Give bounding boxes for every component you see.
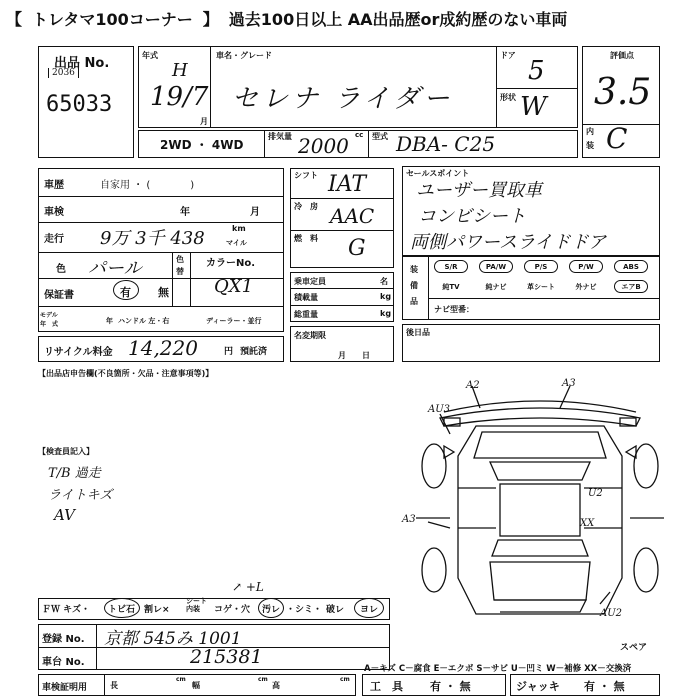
interior-label-2: 装 [586, 141, 594, 150]
equipment-side-3: 品 [410, 297, 418, 306]
lot-number-value: 65033 [46, 92, 113, 117]
navi-model-label: ナビ型番： [434, 305, 474, 314]
interior-label-1: 内 [586, 127, 594, 136]
retrofit-label: 後日品 [406, 328, 430, 337]
model-code-value: DBA- C25 [396, 132, 496, 156]
capacity-label: 乗車定員 [294, 277, 326, 286]
displacement-value: 2000 [298, 134, 349, 158]
retrofit-box [402, 324, 660, 362]
cert-height: 高 [272, 681, 280, 690]
name-change-unit: 月 日 [338, 351, 370, 360]
mileage-label: 走行 [44, 234, 64, 245]
damage-mark-xx-door: XX [580, 518, 595, 529]
equip-airbag: エアB [614, 280, 648, 293]
interior-item-burn: コゲ・穴 [214, 605, 251, 615]
interior-item-stain: ・シミ・ [286, 605, 323, 615]
damage-mark-u2-door: U2 [588, 488, 603, 499]
chassis-value: 215381 [190, 646, 263, 668]
mileage-unit-mile: マイル [226, 239, 247, 247]
lot-small-code: 2036 [48, 68, 79, 78]
damage-mark-a3-front: A3 [562, 378, 576, 389]
recycle-unit: 円 [224, 347, 234, 357]
spare-label: スペア [620, 643, 648, 653]
registration-label: 登録 No. [42, 634, 85, 645]
ac-value: AAC [330, 204, 375, 228]
inspection-month-unit: 月 [250, 207, 260, 218]
load-label: 積載量 [294, 293, 318, 302]
equip-ext-navi: 外ナビ [575, 282, 597, 291]
interior-item-crack: 割レ× [144, 605, 170, 615]
model-year-handle: ハンドル 左・右 [118, 317, 170, 325]
banner-bracket-open: 【 [6, 9, 23, 29]
doors-value: 5 [528, 56, 545, 86]
damage-legend: A－キズ C－腐食 E－エクボ S－サビ U－凹ミ W－補修 XX－交換済 [364, 664, 632, 674]
interior-item-chip: トビ石 [108, 605, 136, 615]
sales-point-1: ユーザー買取車 [416, 180, 542, 201]
year-label: 年式 [142, 51, 158, 60]
chip-circle [104, 598, 140, 618]
model-year-dealer: ディーラー・並行 [206, 317, 262, 325]
interior-annotation: ↗ +L [232, 580, 264, 594]
interior-value: C [606, 122, 628, 155]
body-shape-value: W [520, 92, 547, 122]
damage-mark-a2-front: A2 [466, 380, 480, 391]
inspector-note-2: ライトキズ [48, 488, 113, 503]
model-label: 車名・グレード [216, 51, 272, 60]
cert-length-unit: cm [176, 676, 186, 683]
displacement-unit: cc [355, 131, 364, 139]
shift-label: シフト [294, 171, 318, 180]
equip-navi: 純ナビ [485, 282, 507, 291]
interior-item-seat: シート内装 [186, 597, 207, 613]
wrinkle-circle [354, 598, 384, 618]
tools-value: 有 ・ 無 [430, 680, 471, 693]
grade-label: 評価点 [610, 51, 634, 60]
equip-abs: ABS [614, 260, 648, 273]
gross-weight-unit: kg [380, 309, 392, 318]
ac-label: 冷 房 [294, 202, 318, 211]
equip-ps: P/S [524, 260, 558, 273]
equip-paw: PA/W [479, 260, 513, 273]
year-value: 19/7 [150, 82, 209, 112]
cert-length: 長 [110, 681, 118, 690]
warranty-label: 保証書 [44, 290, 74, 301]
inspector-label: 【検査員記入】 [38, 447, 94, 456]
inspection-year-unit: 年 [180, 207, 190, 218]
load-unit: kg [380, 292, 392, 301]
chassis-label: 車台 No. [42, 657, 85, 668]
fw-label: ＦＷ キズ・ [42, 605, 90, 615]
equip-tv: 純TV [442, 282, 460, 291]
cert-width: 幅 [192, 681, 200, 690]
inspector-note-3: AV [54, 506, 75, 524]
history-label: 車歴 [44, 180, 64, 191]
interior-item-dirt: 汚レ [262, 605, 281, 615]
dirt-circle [258, 598, 284, 618]
color-side-label-2: 替 [176, 267, 184, 276]
model-code-label: 型式 [372, 132, 388, 141]
warranty-yes: 有 [120, 286, 131, 299]
capacity-unit: 名 [380, 277, 388, 286]
vehicle-info-box [38, 168, 284, 332]
displacement-label: 排気量 [268, 132, 292, 141]
color-side-label-1: 色 [176, 255, 184, 264]
body-shape-label: 形状 [500, 93, 516, 102]
model-year-year: 年 [106, 317, 113, 325]
warranty-no: 無 [158, 286, 169, 299]
model-value: セレナ ライダー [232, 84, 454, 114]
recycle-status: 預託済 [240, 347, 268, 357]
interior-item-wrinkle: ヨレ [360, 605, 379, 615]
banner-notice: 過去100日以上 AA出品歴or成約歴のない車両 [228, 9, 568, 29]
inspector-note-1: T/B 過走 [48, 466, 101, 481]
lot-number-label: 出品 No. [54, 56, 110, 71]
history-value: 自家用 ・ ( ) [100, 180, 195, 191]
equip-leather: 革シート [527, 282, 555, 291]
cert-label: 車検証明用 [42, 683, 88, 693]
recycle-value: 14,220 [128, 336, 198, 360]
header-banner [6, 4, 696, 32]
car-damage-diagram [410, 378, 670, 628]
gross-weight-label: 総重量 [294, 310, 318, 319]
equipment-side-1: 装 [410, 265, 418, 274]
sales-point-2: コンビシート [418, 206, 526, 227]
cert-height-unit: cm [340, 676, 350, 683]
banner-corner-name: トレタマ100コーナー [32, 9, 193, 29]
equip-pw: P/W [569, 260, 603, 273]
grade-value: 3.5 [594, 72, 652, 113]
model-year-label-1: モデル [40, 312, 58, 319]
banner-bracket-close: 】 [202, 9, 219, 29]
mileage-value: 9万 3千 438 [100, 228, 205, 249]
fuel-value: G [348, 236, 366, 261]
warranty-yes-circle [113, 280, 139, 300]
jack-label: ジャッキ [516, 680, 560, 693]
cert-width-unit: cm [258, 676, 268, 683]
color-label: 色 [56, 264, 66, 275]
damage-mark-au2-rear: AU2 [600, 608, 623, 619]
damage-mark-au3-fender: AU3 [428, 404, 451, 415]
equip-sunroof: S/R [434, 260, 468, 273]
seller-notes-label: 【出品店申告欄(不良箇所・欠品・注意事項等)】 [38, 369, 214, 378]
name-change-label: 名変期限 [294, 331, 326, 340]
jack-value: 有 ・ 無 [584, 680, 625, 693]
registration-value: 京都 545み 1001 [104, 629, 242, 649]
tools-label: 工 具 [370, 680, 403, 693]
model-year-label-2: 年 式 [40, 321, 59, 328]
equipment-side-2: 備 [410, 281, 418, 290]
year-era: H [172, 60, 188, 81]
drive-value: 2WD ・ 4WD [160, 138, 244, 152]
sales-points-label: セールスポイント [406, 169, 470, 178]
inspection-label: 車検 [44, 207, 64, 218]
mileage-unit-km: km [232, 224, 246, 233]
year-month-suffix: 月 [200, 117, 208, 126]
sales-point-3: 両側パワースライドドア [410, 232, 607, 253]
doors-label: ドア [500, 51, 516, 60]
damage-mark-a3-side: A3 [402, 514, 416, 525]
fuel-label: 燃 料 [294, 234, 318, 243]
recycle-label: リサイクル料金 [44, 347, 113, 358]
color-value: パール [88, 258, 142, 279]
shift-value: IAT [328, 172, 367, 197]
color-no-label: カラーNo. [206, 258, 256, 269]
color-no-value: QX1 [214, 276, 254, 297]
interior-item-tear: 破レ [326, 605, 345, 615]
